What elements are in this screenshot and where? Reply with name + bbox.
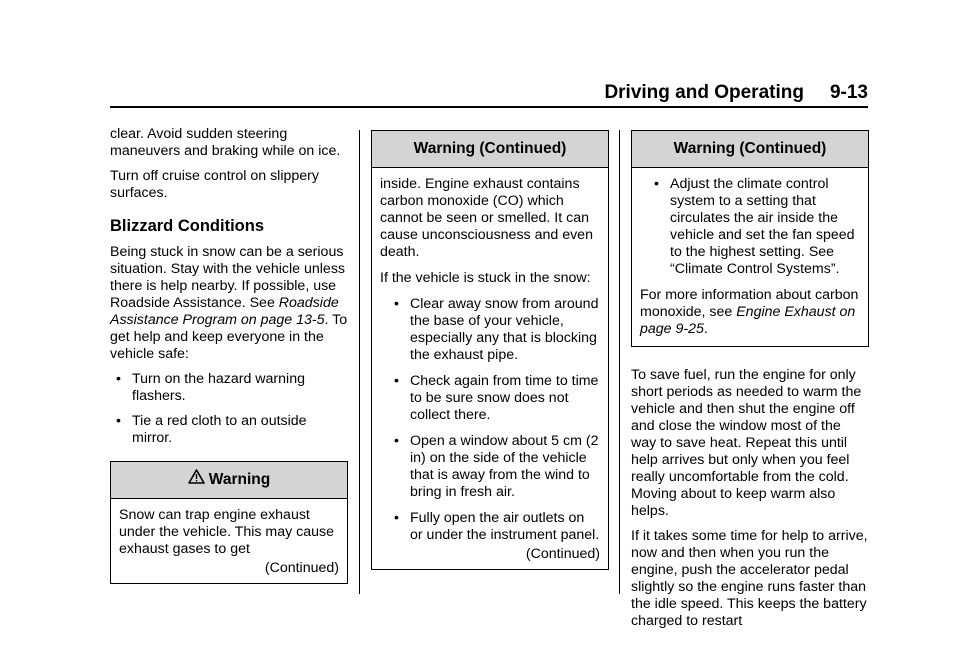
warning-triangle-icon — [188, 462, 205, 498]
warning-header: Warning (Continued) — [632, 131, 868, 168]
column-1 — [110, 126, 348, 584]
column-divider — [359, 130, 360, 594]
warning-text: Snow can trap engine exhaust under the vehicle. This may cause exhaust gases to get — [119, 507, 335, 557]
continued-label: (Continued) — [264, 560, 339, 576]
page-number: 9-13 — [829, 82, 868, 103]
column-2 — [371, 130, 609, 570]
paragraph: Being stuck in snow can be a serious situation. Stay with the vehicle unless there is help nearby. If possible, use Roadside Assistance. See Roadside Assistance Program on page 13-5. To get help and keep everyone in the vehicle safe: — [110, 244, 348, 362]
list-item: • Fully open the air outlets on or under the instrument panel. — [388, 510, 600, 544]
bullet-list — [110, 371, 348, 447]
list-item: • Turn on the hazard warning flashers. — [110, 371, 348, 405]
list-item: • Clear away snow from around the base of your vehicle, especially any that is blocking the exhaust pipe. — [388, 296, 600, 364]
list-item: • Adjust the climate control system to a setting that circulates the air inside the vehicle and set the fan speed to the highest setting. See “Climate Control Systems”. — [648, 176, 860, 278]
cross-reference-link[interactable]: Roadside Assistance Program on page 13-5 — [110, 295, 339, 328]
page-header — [110, 82, 868, 104]
paragraph: clear. Avoid sudden steering maneuvers and braking while on ice. — [110, 126, 341, 159]
continued-label: (Continued) — [525, 546, 600, 562]
warning-text: inside. Engine exhaust contains carbon monoxide (CO) which cannot be seen or smelled. It can cause unconsciousness and even death. — [380, 176, 593, 260]
section-heading: Blizzard Conditions — [110, 217, 264, 235]
section-title: Driving and Operating — [604, 82, 804, 103]
paragraph: Turn off cruise control on slippery surfaces. — [110, 168, 319, 201]
list-item: • Check again from time to time to be sure snow does not collect there. — [388, 373, 600, 424]
header-rule — [110, 106, 868, 108]
cross-reference-link[interactable]: Engine Exhaust on page 9-25 — [640, 304, 856, 337]
paragraph: To save fuel, run the engine for only short periods as needed to warm the vehicle and then shut the engine off and close the window most of the way to save heat. Repeat this until help arrives but only when you feel really uncomfortable from the cold. Moving about to keep warm also helps. — [631, 367, 862, 519]
warning-header: Warning (Continued) — [372, 131, 608, 168]
warning-title: Warning — [208, 471, 271, 489]
warning-box-continued — [631, 130, 869, 347]
warning-text: For more information about carbon monoxide, see Engine Exhaust on page 9-25. — [640, 287, 859, 337]
warning-header — [111, 462, 347, 499]
column-3 — [631, 130, 869, 638]
paragraph: If it takes some time for help to arrive, now and then when you run the engine, push the accelerator pedal slightly so the engine runs faster than the idle speed. This keeps the battery charged to restart — [631, 528, 868, 629]
bullet-list — [648, 176, 860, 278]
warning-box-continued — [371, 130, 609, 570]
column-divider — [619, 130, 620, 594]
warning-text: If the vehicle is stuck in the snow: — [380, 270, 591, 286]
warning-box — [110, 461, 348, 584]
bullet-list — [388, 296, 600, 544]
list-item: • Tie a red cloth to an outside mirror. — [110, 413, 348, 447]
list-item: • Open a window about 5 cm (2 in) on the side of the vehicle that is away from the wind to bring in fresh air. — [388, 433, 600, 501]
